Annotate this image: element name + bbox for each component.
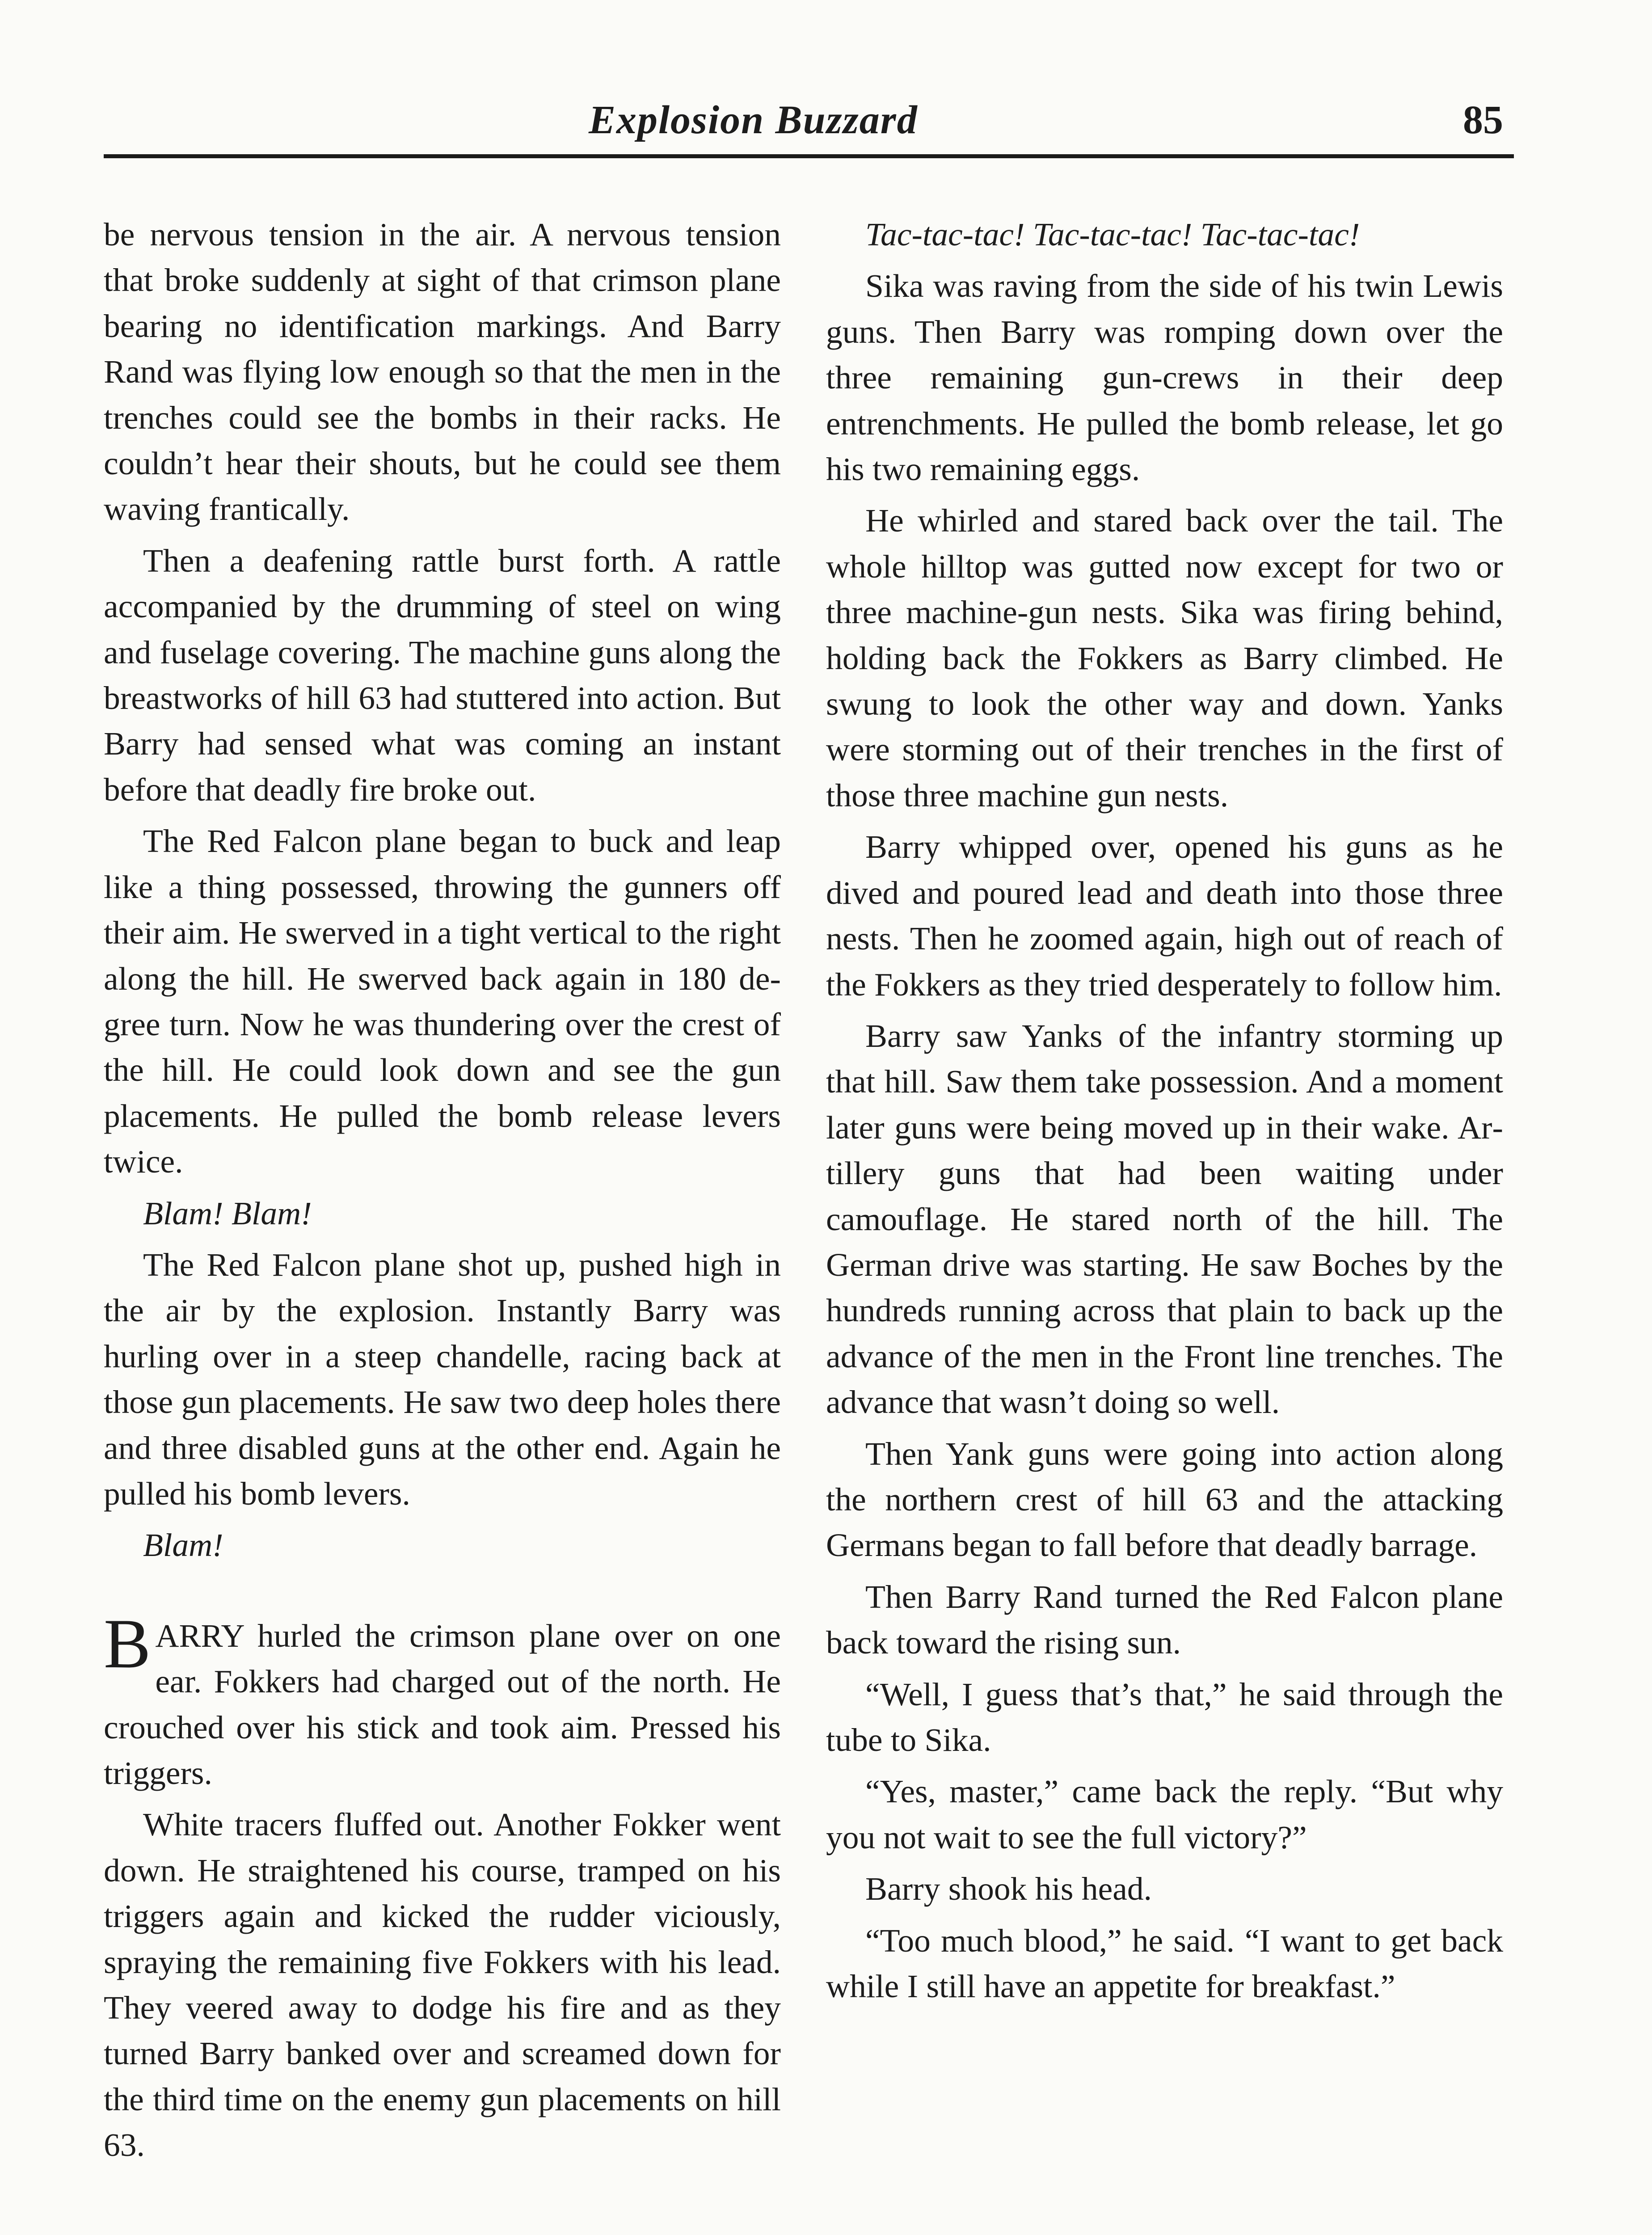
paragraph: Sika was raving from the side of his twin Lewis guns. Then Barry was romping down over the three remaining gun-crews in their deep entrenchments. He pulled the bomb release, let go his two remaining eggs.	[826, 268, 1503, 488]
left-column	[104, 212, 781, 2174]
paragraph: Barry whipped over, opened his guns as he dived and poured lead and death into those three nests. Then he zoomed again, high out of reach of the Fokkers as they tried desperately to follow him.	[826, 829, 1503, 1003]
paragraph: Then Yank guns were going into action along the northern crest of hill 63 and the attacking Germans began to fall before that deadly barrage.	[826, 1435, 1503, 1564]
paragraph-text: ARRY hurled the crimson plane over on one ear. Fokkers had charged out of the north. He crouched over his stick and took aim. Pressed his triggers.	[104, 1617, 781, 1791]
drop-cap: B	[104, 1604, 151, 1683]
paragraph: “Well, I guess that’s that,” he said through the tube to Sika.	[826, 1676, 1503, 1758]
right-column	[826, 212, 1503, 2015]
paragraph: The Red Falcon plane began to buck and leap like a thing possessed, throwing the gunners off their aim. He swerved in a tight vertical to the right along the hill. He swerved back again in 180 degree turn. Now he was thundering over the crest of the hill. He could look down and see the gun placements. He pulled the bomb release levers twice.	[104, 823, 781, 1180]
paragraph: be nervous tension in the air. A nervous tension that broke suddenly at sight of that crimson plane bearing no identification markings. And Barry Rand was flying low enough so that the men in the trenches could see the bombs in their racks. He couldn’t hear their shouts, but he could see them waving frantically.	[104, 216, 781, 527]
paragraph: White tracers fluffed out. Another Fokker went down. He straightened his course, tramped on his triggers again and kicked the rudder viciously, spraying the remaining five Fokkers with his lead. They veered away to dodge his fire and as they turned Barry banked over and screamed down for the third time on the enemy gun placements on hill 63.	[104, 1806, 781, 2163]
paragraph: Then Barry Rand turned the Red Falcon plane back toward the rising sun.	[826, 1578, 1503, 1661]
running-header	[104, 92, 1514, 158]
sound-effect: Blam!	[143, 1527, 223, 1564]
header-title: Explosion Buzzard	[589, 98, 918, 142]
paragraph: Then a deafening rattle burst forth. A rattle accompanied by the drumming of steel on wing and fuselage covering. The machine guns along the breastworks of hill 63 had stuttered into action. But Barry had sensed what was coming an instant before that deadly fire broke out.	[104, 542, 781, 808]
paragraph: Barry shook his head.	[865, 1871, 1152, 1907]
sound-effect: Tac-tac-tac! Tac-tac-tac! Tac-tac-tac!	[865, 216, 1360, 253]
paragraph: “Yes, master,” came back the reply. “But why you not wait to see the full victory?”	[826, 1773, 1503, 1855]
paragraph: Barry saw Yanks of the infantry storming up that hill. Saw them take possession. And a moment later guns were being moved up in their wake. Artillery guns that had been waiting under camouflage. He stared north of the hill. The German drive was starting. He saw Boches by the hundreds running across that plain to back up the advance of the men in the Front line trenches. The advance that wasn’t doing so well.	[826, 1017, 1503, 1421]
sound-effect: Blam! Blam!	[143, 1195, 312, 1231]
page-number: 85	[1463, 98, 1503, 142]
section-start-paragraph	[104, 1604, 781, 1796]
paragraph: The Red Falcon plane shot up, pushed high in the air by the explosion. Instantly Barry was hurling over in a steep chandelle, racing back at those gun placements. He saw two deep holes there and three disabled guns at the other end. Again he pulled his bomb levers.	[104, 1246, 781, 1512]
paragraph: He whirled and stared back over the tail. The whole hilltop was gutted now except for two or three machine-gun nests. Sika was firing behind, holding back the Fokkers as Barry climbed. He swung to look the other way and down. Yanks were storming out of their trenches in the first of those three machine gun nests.	[826, 502, 1503, 814]
paragraph: “Too much blood,” he said. “I want to get back while I still have an appetite for breakfast.”	[826, 1922, 1503, 2005]
